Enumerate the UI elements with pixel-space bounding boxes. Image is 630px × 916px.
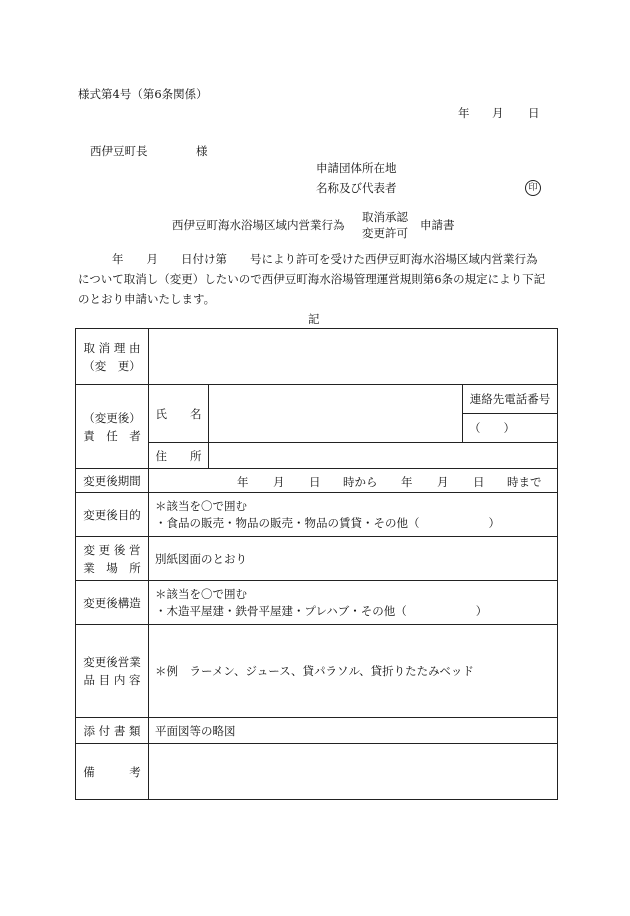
purpose-note: ＊該当を〇で囲む xyxy=(155,498,247,513)
row-period xyxy=(76,469,558,493)
addressee-honorific: 様 xyxy=(196,144,208,158)
row-attachments xyxy=(76,718,558,744)
ki-heading: 記 xyxy=(308,312,320,326)
phone-field[interactable]: （ ） xyxy=(463,414,558,443)
items-field[interactable] xyxy=(149,625,558,718)
structure-field[interactable] xyxy=(149,581,558,625)
cancel-reason-label: 取 消 理 由 （変 更） xyxy=(76,329,149,385)
person-label: （変更後） 責 任 者 xyxy=(76,385,149,469)
attachments-field[interactable]: 平面図等の略図 xyxy=(149,718,558,744)
row-cancel-reason xyxy=(76,329,558,385)
phone-label: 連絡先電話番号 xyxy=(463,385,558,414)
name-label: 氏 名 xyxy=(149,385,209,443)
purpose-label: 変更後目的 xyxy=(76,493,149,537)
body-line-3: のとおり申請いたします。 xyxy=(78,292,216,306)
items-label: 変更後営業 品 目 内 容 xyxy=(76,625,149,718)
applicant-name-label: 名称及び代表者 xyxy=(316,181,397,195)
addressee-title: 西伊豆町長 xyxy=(90,144,148,158)
application-table xyxy=(75,328,558,800)
date-month: 月 xyxy=(492,106,504,120)
structure-label: 変更後構造 xyxy=(76,581,149,625)
body-line-1: 年 月 日付け第 号により許可を受けた西伊豆町海水浴場区域内営業行為 xyxy=(112,252,538,266)
form-number: 様式第4号（第6条関係） xyxy=(78,87,208,101)
place-label: 変 更 後 営 業 場 所 xyxy=(76,537,149,581)
document-title-prefix: 西伊豆町海水浴場区域内営業行為 xyxy=(172,218,345,232)
body-line-2: について取消し（変更）したいので西伊豆町海水浴場管理運営規則第6条の規定により下記 xyxy=(78,272,546,286)
cancel-reason-field[interactable] xyxy=(149,329,558,385)
row-remarks xyxy=(76,744,558,800)
purpose-field[interactable] xyxy=(149,493,558,537)
row-purpose xyxy=(76,493,558,537)
attachments-label: 添 付 書 類 xyxy=(76,718,149,744)
remarks-field[interactable] xyxy=(149,744,558,800)
items-example: ＊例 ラーメン、ジュース、貸パラソル、貸折りたたみベッド xyxy=(155,664,474,678)
remarks-label: 備 考 xyxy=(76,744,149,800)
document-title-suffix: 申請書 xyxy=(420,218,455,232)
name-field[interactable] xyxy=(209,385,463,443)
period-label: 変更後期間 xyxy=(76,469,149,493)
seal-mark: 印 xyxy=(525,180,541,196)
address-field[interactable] xyxy=(209,443,558,469)
row-person-address xyxy=(76,443,558,469)
structure-note: ＊該当を〇で囲む xyxy=(155,586,247,601)
row-person-name xyxy=(76,385,558,414)
period-field[interactable]: 年 月 日 時から 年 月 日 時まで xyxy=(149,469,558,493)
row-items xyxy=(76,625,558,718)
date-year: 年 xyxy=(458,106,470,120)
place-field[interactable]: 別紙図面のとおり xyxy=(149,537,558,581)
address-label: 住 所 xyxy=(149,443,209,469)
title-option-change: 変更許可 xyxy=(362,226,408,240)
title-option-cancel: 取消承認 xyxy=(362,210,408,224)
row-place xyxy=(76,537,558,581)
purpose-options: ・食品の販売・物品の販売・物品の賃貸・その他（ ） xyxy=(155,515,500,530)
row-structure xyxy=(76,581,558,625)
date-day: 日 xyxy=(528,106,540,120)
structure-options: ・木造平屋建・鉄骨平屋建・プレハブ・その他（ ） xyxy=(155,603,488,618)
applicant-address-label: 申請団体所在地 xyxy=(316,161,397,175)
